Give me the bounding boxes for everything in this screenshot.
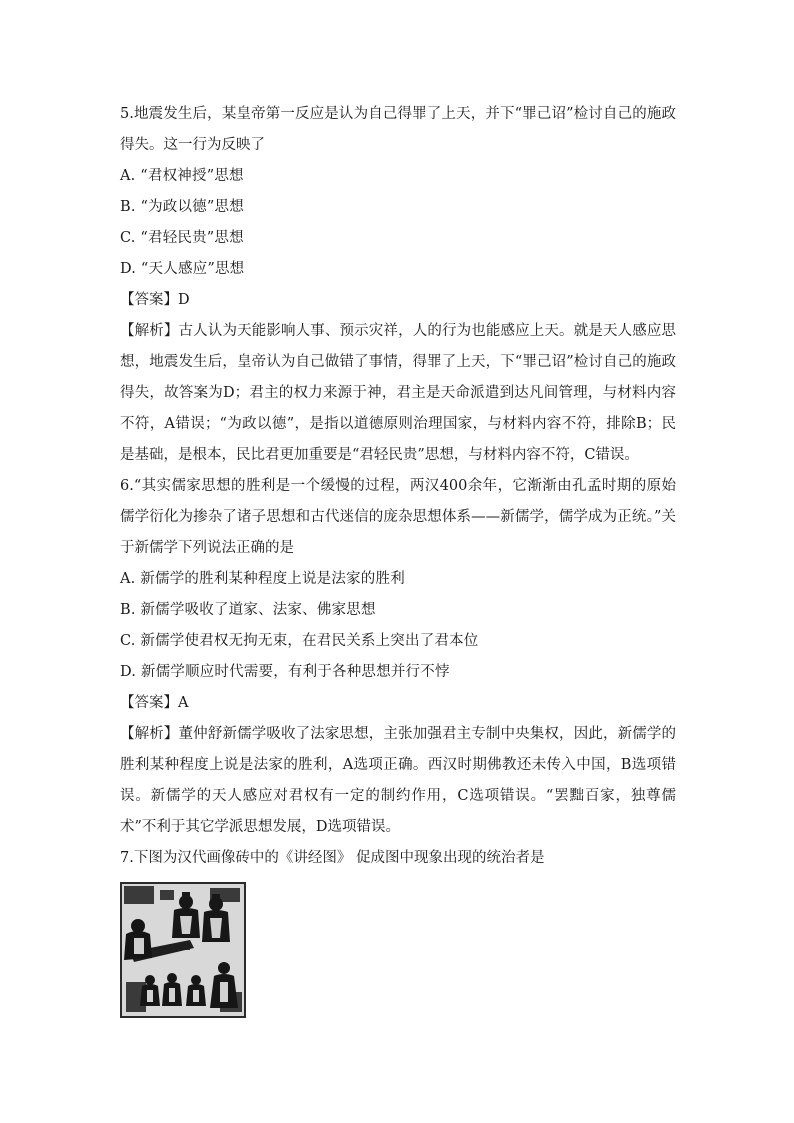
q5-analysis-text: 古人认为天能影响人事、预示灾祥，人的行为也能感应上天。就是天人感应思想，地震发生后，皇帝认为自己做错了事情，得罪了上天，下“罪己诏”检讨自己的施政得失，故答案为D；君主的权力来源于神，君主是天命派遣到达凡间管理，与材料内容不符，A错误；“为政以德”，是指以道德原则治理国家，与材料内容不符，排除B；民是基础，是根本，民比君更加重要是“君轻民贵”思想，与材料内容不符，C错误。 bbox=[120, 323, 677, 463]
q5-analysis bbox=[120, 316, 676, 471]
q6-answer bbox=[120, 688, 676, 719]
q5-answer-label: 【答案】 bbox=[120, 292, 178, 308]
lecture-scene-image bbox=[120, 882, 246, 1018]
q5-option-a: A. “君权神授”思想 bbox=[120, 168, 244, 184]
q6-analysis-label: 【解析】 bbox=[120, 726, 179, 742]
q6-stem: 6.“其实儒家思想的胜利是一个缓慢的过程，两汉400余年，它渐渐由孔孟时期的原始儒学衍化为掺杂了诸子思想和古代迷信的庞杂思想体系——新儒学，儒学成为正统。”关于新儒学下列说法正确的是 bbox=[120, 478, 676, 556]
q6-answer-label: 【答案】 bbox=[120, 695, 178, 711]
q5-analysis-label: 【解析】 bbox=[120, 323, 179, 339]
q5-option-c: C. “君轻民贵”思想 bbox=[120, 230, 244, 246]
q5-answer-value: D bbox=[178, 292, 190, 308]
q5-answer bbox=[120, 285, 676, 316]
q6-analysis-text: 董仲舒新儒学吸收了法家思想，主张加强君主专制中央集权，因此，新儒学的胜利某种程度上说是法家的胜利，A选项正确。西汉时期佛教还未传入中国，B选项错误。新儒学的天人感应对君权有一定的制约作用，C选项错误。“罢黜百家，独尊儒术”不利于其它学派思想发展，D选项错误。 bbox=[120, 726, 677, 835]
rubbing-illustration bbox=[120, 882, 246, 1018]
q6-option-c: C. 新儒学使君权无拘无束，在君民关系上突出了君本位 bbox=[120, 633, 479, 649]
q6-option-d: D. 新儒学顺应时代需要，有利于各种思想并行不悖 bbox=[120, 664, 450, 680]
q7-stem: 7.下图为汉代画像砖中的《讲经图》 促成图中现象出现的统治者是 bbox=[120, 850, 545, 866]
page-content bbox=[120, 99, 676, 1018]
q5-stem: 5.地震发生后，某皇帝第一反应是认为自己得罪了上天，并下“罪己诏”检讨自己的施政得失。这一行为反映了 bbox=[120, 106, 676, 153]
q6-analysis bbox=[120, 719, 676, 843]
q6-option-b: B. 新儒学吸收了道家、法家、佛家思想 bbox=[120, 602, 376, 618]
q6-answer-value: A bbox=[178, 695, 189, 711]
q5-option-b: B. “为政以德”思想 bbox=[120, 199, 244, 215]
q6-option-a: A. 新儒学的胜利某种程度上说是法家的胜利 bbox=[120, 571, 405, 587]
q5-option-d: D. “天人感应”思想 bbox=[120, 261, 245, 277]
